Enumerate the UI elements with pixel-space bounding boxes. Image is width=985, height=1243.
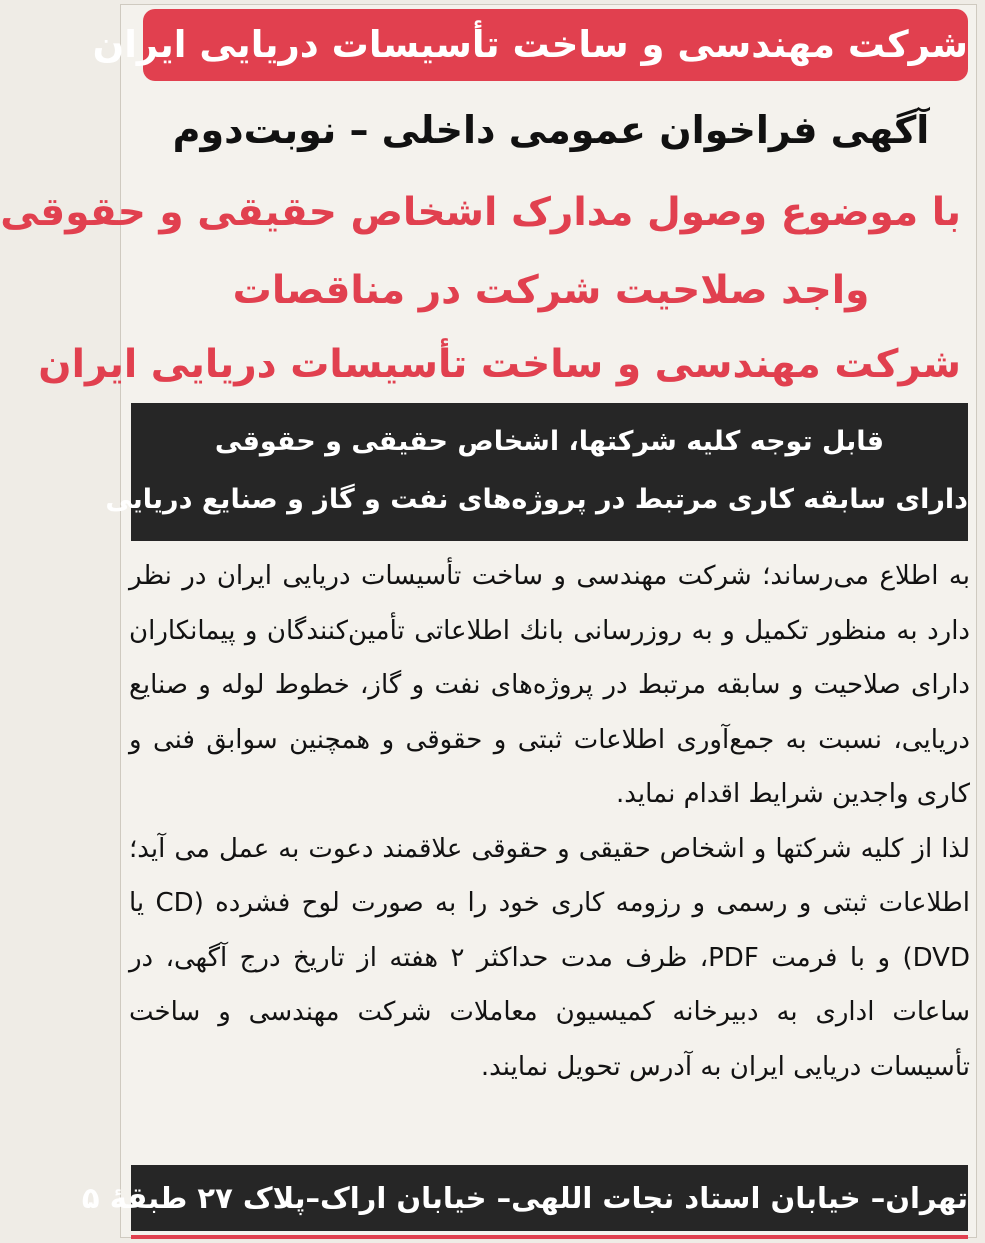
audience-box <box>105 403 968 541</box>
newspaper-ad <box>0 4 977 1238</box>
subject-line-2: واجد صلاحیت شرکت در مناقصات <box>232 268 870 313</box>
body-paragraph-1: به اطلاع می‌رساند؛ شرکت مهندسی و ساخت تأسیسات دریایی ایران در نظر دارد به منظور تکمیل و به روزرسانی بانك اطلاعاتی تأمین‌کنندگان و پیمانکاران دارای صلاحیت و سابقه مرتبط در پروژه‌های نفت و گاز، خطوط لوله و صنایع دریایی، نسبت به جمع‌آوری اطلاعات ثبتی و حقوقی و همچنین سوابق فنی و کاری واجدین شرایط اقدام نماید. <box>129 561 970 809</box>
bottom-divider <box>131 1235 968 1239</box>
body-paragraph-2: لذا از کلیه شرکتها و اشخاص حقیقی و حقوقی علاقمند دعوت به عمل می آید؛ اطلاعات ثبتی و رسمی و رزومه کاری خود را به صورت لوح فشرده (CD یا DVD) و با فرمت PDF، ظرف مدت حداکثر ۲ هفته از تاریخ درج آگهی، در ساعات اداری به دبیرخانه کمیسیون معاملات شرکت مهندسی و ساخت تأسیسات دریایی ایران به آدرس تحویل نمایند. <box>129 833 970 1082</box>
announcement-title: آگهی فراخوان عمومی داخلی – نوبت‌دوم <box>172 108 930 152</box>
company-header-banner: شرکت مهندسی و ساخت تأسیسات دریایی ایران <box>143 9 968 81</box>
address-footer: تهران– خیابان استاد نجات اللهی– خیابان اراک–پلاک ۲۷ طبقهٔ ۵ <box>131 1165 968 1231</box>
subject-line-1: با موضوع وصول مدارک اشخاص حقیقی و حقوقی <box>0 190 961 235</box>
announcement-body <box>129 549 970 1094</box>
audience-line-1: قابل توجه کلیه شرکتها، اشخاص حقیقی و حقوقی <box>214 426 885 457</box>
audience-line-2: دارای سابقه کاری مرتبط در پروژه‌های نفت و گاز و صنایع دریایی <box>105 484 968 515</box>
subject-line-3: شرکت مهندسی و ساخت تأسیسات دریایی ایران <box>38 342 961 387</box>
